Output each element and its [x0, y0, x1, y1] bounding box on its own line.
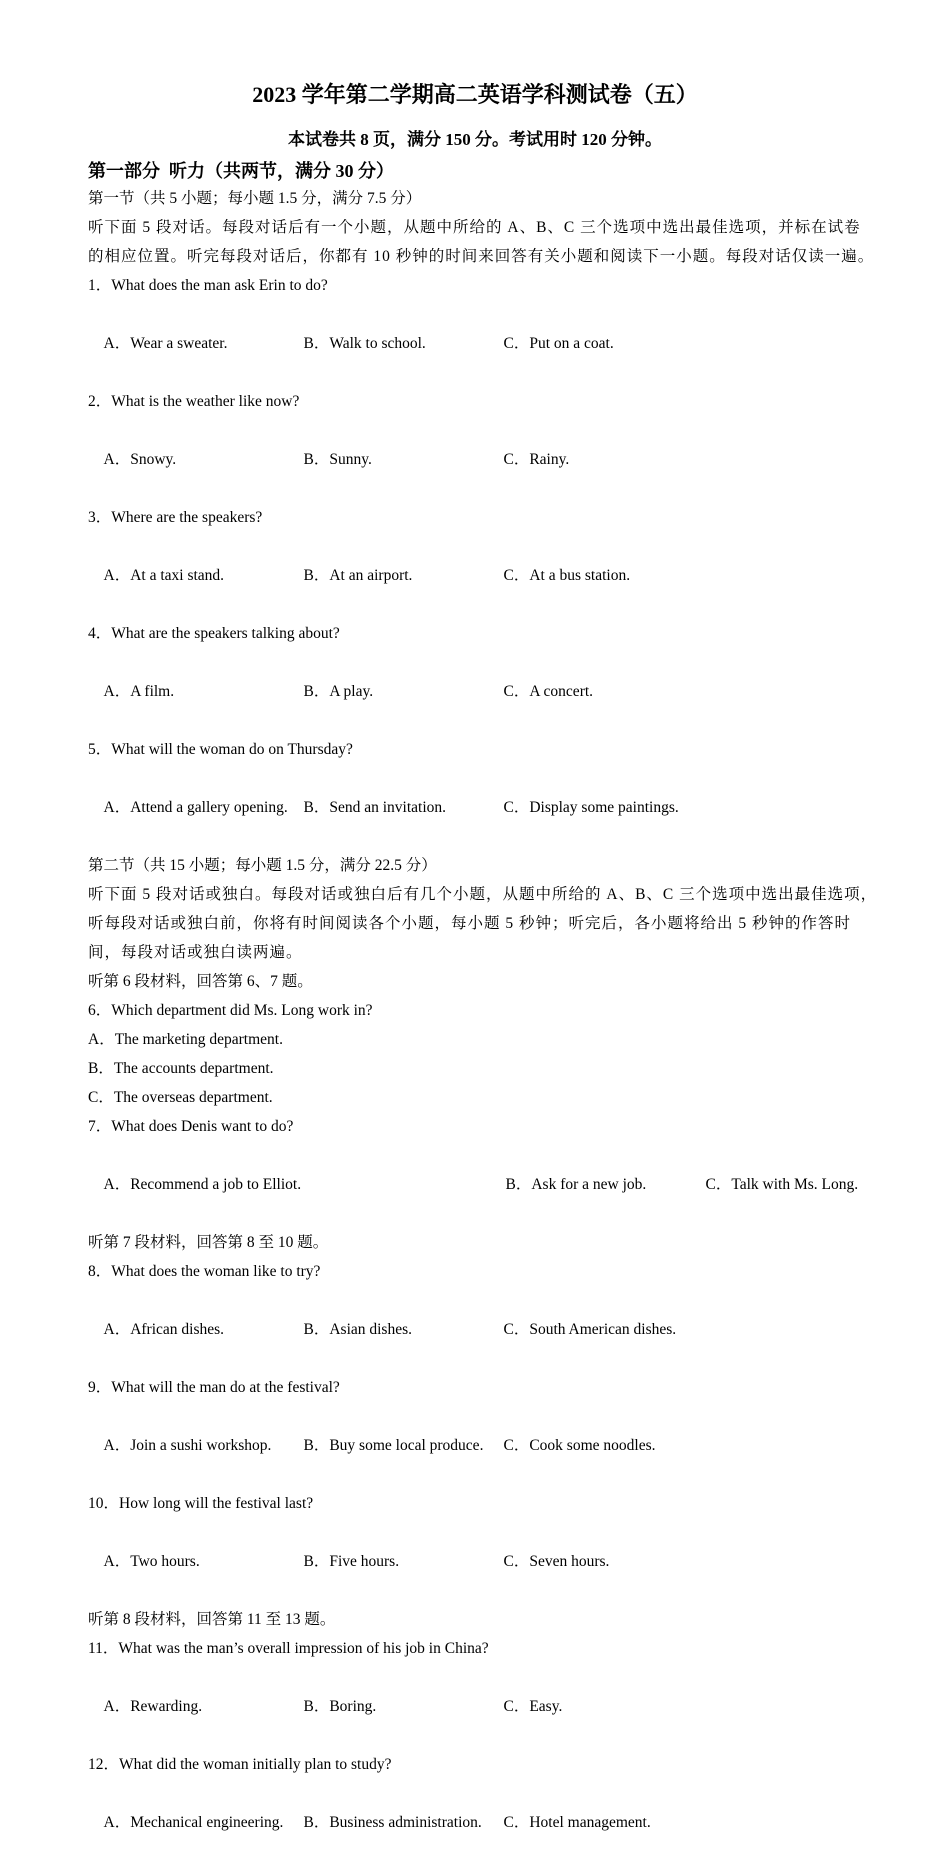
question-7-text: 7．What does Denis want to do? [88, 1118, 294, 1135]
option-b: B．Sunny. [303, 451, 372, 468]
option-b: B．Asian dishes. [303, 1321, 413, 1338]
option-b: B．At an airport. [303, 567, 413, 584]
question-6-option-b: B．The accounts department. [88, 1060, 274, 1077]
question-9-options [88, 1402, 880, 1489]
option-c: C．Easy. [503, 1698, 563, 1715]
question-8-text: 8．What does the woman like to try? [88, 1263, 321, 1280]
option-a: A．Attend a gallery opening. [103, 799, 288, 816]
question-3-options [88, 532, 880, 619]
option-b: B．Five hours. [303, 1553, 400, 1570]
option-c: C．Hotel management. [503, 1814, 651, 1831]
option-a: A．A film. [103, 683, 175, 700]
question-3-text: 3．Where are the speakers? [88, 509, 263, 526]
section1-instruction-line-1: 听下面 5 段对话。每段对话后有一个小题，从题中所给的 A、B、C 三个选项中选出最佳选项，并标在试卷 [88, 219, 861, 236]
option-c: C．Cook some noodles. [503, 1437, 656, 1454]
option-c: C．Put on a coat. [503, 335, 614, 352]
option-c: C．Rainy. [503, 451, 570, 468]
lead-in-material-6: 听第 6 段材料，回答第 6、7 题。 [88, 973, 313, 990]
question-1-text: 1．What does the man ask Erin to do? [88, 277, 328, 294]
question-7-options [88, 1141, 880, 1228]
lead-in-material-8: 听第 8 段材料，回答第 11 至 13 题。 [88, 1611, 336, 1628]
option-a: A．Recommend a job to Elliot. [103, 1176, 302, 1193]
question-5-options [88, 764, 880, 851]
question-5-text: 5．What will the woman do on Thursday? [88, 741, 353, 758]
option-b: B．Walk to school. [303, 335, 426, 352]
option-c: C．South American dishes. [503, 1321, 677, 1338]
section2-heading: 第二节（共 15 小题；每小题 1.5 分，满分 22.5 分） [88, 857, 437, 874]
option-b: B．A play. [303, 683, 374, 700]
option-b: B．Business administration. [303, 1814, 482, 1831]
option-a: A．Two hours. [103, 1553, 200, 1570]
lead-in-material-7: 听第 7 段材料，回答第 8 至 10 题。 [88, 1234, 329, 1251]
section1-instruction-line-2: 的相应位置。听完每段对话后，你都有 10 秒钟的时间来回答有关小题和阅读下一小题。每段对话仅读一遍。 [88, 248, 875, 265]
option-c: C．Talk with Ms. Long. [705, 1176, 859, 1193]
question-12-options [88, 1779, 880, 1866]
part1-heading: 第一部分 听力（共两节，满分 30 分） [88, 161, 394, 181]
option-c: C．At a bus station. [503, 567, 631, 584]
question-10-options [88, 1518, 880, 1605]
question-9-text: 9．What will the man do at the festival? [88, 1379, 340, 1396]
option-a: A．Snowy. [103, 451, 177, 468]
section2-instruction-line-1: 听下面 5 段对话或独白。每段对话或独白后有几个小题，从题中所给的 A、B、C 三个选项中选出最佳选项， [88, 886, 878, 903]
option-a: A．At a taxi stand. [103, 567, 225, 584]
question-1-options [88, 300, 880, 387]
question-11-options [88, 1663, 880, 1750]
option-b: B．Ask for a new job. [505, 1176, 647, 1193]
question-12-text: 12．What did the woman initially plan to study? [88, 1756, 392, 1773]
question-6-option-c: C．The overseas department. [88, 1089, 273, 1106]
option-c: C．Display some paintings. [503, 799, 679, 816]
option-a: A．African dishes. [103, 1321, 225, 1338]
question-4-options [88, 648, 880, 735]
option-a: A．Mechanical engineering. [103, 1814, 284, 1831]
page-title: 2023 学年第二学期高二英语学科测试卷（五） [252, 82, 698, 107]
option-b: B．Buy some local produce. [303, 1437, 484, 1454]
section2-instruction-line-3: 间，每段对话或独白读两遍。 [88, 944, 303, 961]
section2-instruction-line-2: 听每段对话或独白前，你将有时间阅读各个小题，每小题 5 秒钟；听完后，各小题将给出 5 秒钟的作答时 [88, 915, 852, 932]
question-10-text: 10．How long will the festival last? [88, 1495, 314, 1512]
option-a: A．Wear a sweater. [103, 335, 228, 352]
question-2-text: 2．What is the weather like now? [88, 393, 300, 410]
option-a: A．Rewarding. [103, 1698, 203, 1715]
question-6-option-a: A．The marketing department. [88, 1031, 283, 1048]
question-4-text: 4．What are the speakers talking about? [88, 625, 340, 642]
option-b: B．Boring. [303, 1698, 377, 1715]
page-subtitle: 本试卷共 8 页，满分 150 分。考试用时 120 分钟。 [288, 130, 662, 149]
option-a: A．Join a sushi workshop. [103, 1437, 272, 1454]
question-2-options [88, 416, 880, 503]
question-11-text: 11．What was the man’s overall impression of his job in China? [88, 1640, 489, 1657]
question-8-options [88, 1286, 880, 1373]
option-b: B．Send an invitation. [303, 799, 447, 816]
section1-heading: 第一节（共 5 小题；每小题 1.5 分，满分 7.5 分） [88, 190, 422, 207]
question-6-text: 6．Which department did Ms. Long work in? [88, 1002, 373, 1019]
option-c: C．A concert. [503, 683, 594, 700]
option-c: C．Seven hours. [503, 1553, 610, 1570]
